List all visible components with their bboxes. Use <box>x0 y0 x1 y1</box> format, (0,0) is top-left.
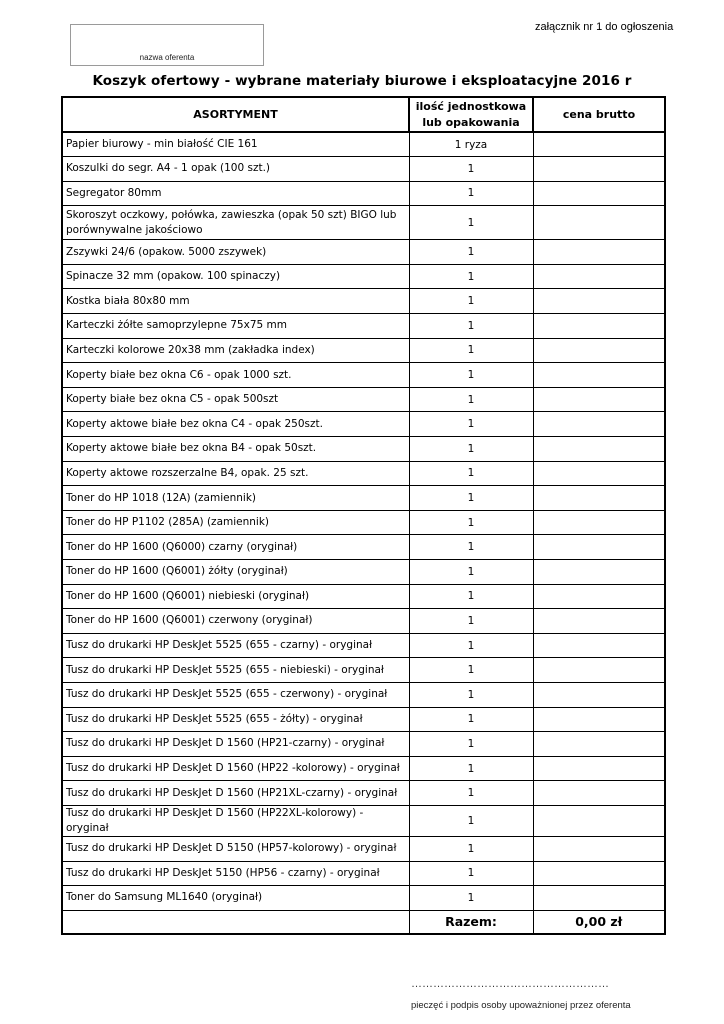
table-header-row <box>62 97 665 132</box>
item-price-cell[interactable] <box>533 560 665 585</box>
item-name-cell: Koperty białe bez okna C5 - opak 500szt <box>62 387 409 412</box>
table-row <box>62 132 665 157</box>
item-price-cell[interactable] <box>533 658 665 683</box>
item-name-cell: Tusz do drukarki HP DeskJet D 1560 (HP22XL-kolorowy) - oryginał <box>62 805 409 836</box>
table-row <box>62 363 665 388</box>
item-quantity-cell: 1 <box>409 609 533 634</box>
table-row <box>62 461 665 486</box>
item-quantity-cell: 1 <box>409 412 533 437</box>
item-price-cell[interactable] <box>533 338 665 363</box>
item-price-cell[interactable] <box>533 836 665 861</box>
item-name-cell: Koperty aktowe białe bez okna B4 - opak 50szt. <box>62 437 409 462</box>
item-name-cell: Tusz do drukarki HP DeskJet 5525 (655 - czarny) - oryginał <box>62 633 409 658</box>
item-quantity-cell: 1 <box>409 181 533 206</box>
table-row <box>62 181 665 206</box>
item-quantity-cell: 1 <box>409 157 533 182</box>
item-quantity-cell: 1 <box>409 584 533 609</box>
item-quantity-cell: 1 <box>409 510 533 535</box>
item-quantity-cell: 1 <box>409 805 533 836</box>
item-name-cell: Koszulki do segr. A4 - 1 opak (100 szt.) <box>62 157 409 182</box>
table-row <box>62 682 665 707</box>
item-name-cell: Toner do HP 1600 (Q6001) niebieski (oryginał) <box>62 584 409 609</box>
item-quantity-cell: 1 <box>409 560 533 585</box>
item-quantity-cell: 1 <box>409 363 533 388</box>
item-price-cell[interactable] <box>533 132 665 157</box>
table-row <box>62 781 665 806</box>
table-body <box>62 132 665 934</box>
table-row <box>62 412 665 437</box>
item-name-cell: Toner do HP P1102 (285A) (zamiennik) <box>62 510 409 535</box>
item-price-cell[interactable] <box>533 535 665 560</box>
column-header-price: cena brutto <box>533 97 665 132</box>
signature-caption: pieczęć i podpis osoby upoważnionej przez oferenta <box>411 1000 631 1011</box>
item-name-cell: Tusz do drukarki HP DeskJet 5150 (HP56 - czarny) - oryginał <box>62 861 409 886</box>
item-quantity-cell: 1 <box>409 264 533 289</box>
table-row <box>62 732 665 757</box>
item-price-cell[interactable] <box>533 707 665 732</box>
item-name-cell: Tusz do drukarki HP DeskJet D 1560 (HP22 -kolorowy) - oryginał <box>62 756 409 781</box>
item-quantity-cell: 1 <box>409 781 533 806</box>
item-name-cell: Tusz do drukarki HP DeskJet 5525 (655 - czerwony) - oryginał <box>62 682 409 707</box>
table-row <box>62 756 665 781</box>
item-name-cell: Segregator 80mm <box>62 181 409 206</box>
item-quantity-cell: 1 <box>409 732 533 757</box>
signature-line: ……………………………………………… <box>411 978 609 990</box>
total-label: Razem: <box>409 910 533 934</box>
item-price-cell[interactable] <box>533 289 665 314</box>
item-price-cell[interactable] <box>533 756 665 781</box>
table-row <box>62 535 665 560</box>
item-name-cell: Koperty białe bez okna C6 - opak 1000 szt. <box>62 363 409 388</box>
table-row <box>62 387 665 412</box>
table-row <box>62 560 665 585</box>
item-price-cell[interactable] <box>533 861 665 886</box>
item-name-cell: Tusz do drukarki HP DeskJet D 1560 (HP21XL-czarny) - oryginał <box>62 781 409 806</box>
item-quantity-cell: 1 <box>409 206 533 240</box>
item-price-cell[interactable] <box>533 412 665 437</box>
table-row <box>62 206 665 240</box>
item-name-cell: Tusz do drukarki HP DeskJet 5525 (655 - żółty) - oryginał <box>62 707 409 732</box>
offer-table <box>61 96 666 935</box>
item-quantity-cell: 1 <box>409 861 533 886</box>
item-name-cell: Toner do HP 1600 (Q6000) czarny (oryginał) <box>62 535 409 560</box>
item-name-cell: Toner do HP 1018 (12A) (zamiennik) <box>62 486 409 511</box>
item-name-cell: Kostka biała 80x80 mm <box>62 289 409 314</box>
item-price-cell[interactable] <box>533 314 665 339</box>
item-price-cell[interactable] <box>533 240 665 265</box>
item-name-cell: Tusz do drukarki HP DeskJet D 1560 (HP21-czarny) - oryginał <box>62 732 409 757</box>
table-row <box>62 264 665 289</box>
item-name-cell: Koperty aktowe rozszerzalne B4, opak. 25 szt. <box>62 461 409 486</box>
item-name-cell: Toner do Samsung ML1640 (oryginał) <box>62 886 409 911</box>
item-price-cell[interactable] <box>533 805 665 836</box>
item-price-cell[interactable] <box>533 633 665 658</box>
item-price-cell[interactable] <box>533 437 665 462</box>
bidder-name-box <box>70 24 264 66</box>
table-row <box>62 157 665 182</box>
item-price-cell[interactable] <box>533 264 665 289</box>
bidder-name-label: nazwa oferenta <box>139 53 195 62</box>
item-quantity-cell: 1 <box>409 633 533 658</box>
table-row <box>62 836 665 861</box>
item-price-cell[interactable] <box>533 732 665 757</box>
table-row <box>62 633 665 658</box>
attachment-note: załącznik nr 1 do ogłoszenia <box>535 21 674 33</box>
table-row <box>62 861 665 886</box>
item-name-cell: Karteczki żółte samoprzylepne 75x75 mm <box>62 314 409 339</box>
table-row <box>62 437 665 462</box>
column-header-assortment: ASORTYMENT <box>62 97 409 132</box>
table-row <box>62 584 665 609</box>
item-price-cell[interactable] <box>533 181 665 206</box>
item-name-cell: Toner do HP 1600 (Q6001) żółty (oryginał) <box>62 560 409 585</box>
table-row <box>62 707 665 732</box>
total-empty-cell <box>62 910 409 934</box>
item-price-cell[interactable] <box>533 387 665 412</box>
item-price-cell[interactable] <box>533 584 665 609</box>
item-quantity-cell: 1 <box>409 535 533 560</box>
item-name-cell: Zszywki 24/6 (opakow. 5000 zszywek) <box>62 240 409 265</box>
total-row <box>62 910 665 934</box>
item-price-cell[interactable] <box>533 363 665 388</box>
table-row <box>62 338 665 363</box>
item-price-cell[interactable] <box>533 461 665 486</box>
item-price-cell[interactable] <box>533 486 665 511</box>
item-quantity-cell: 1 <box>409 461 533 486</box>
item-quantity-cell: 1 <box>409 289 533 314</box>
item-quantity-cell: 1 <box>409 240 533 265</box>
item-quantity-cell: 1 <box>409 437 533 462</box>
item-price-cell[interactable] <box>533 609 665 634</box>
item-quantity-cell: 1 <box>409 836 533 861</box>
item-name-cell: Koperty aktowe białe bez okna C4 - opak 250szt. <box>62 412 409 437</box>
item-price-cell[interactable] <box>533 781 665 806</box>
item-price-cell[interactable] <box>533 682 665 707</box>
table-row <box>62 486 665 511</box>
item-name-cell: Papier biurowy - min białość CIE 161 <box>62 132 409 157</box>
item-price-cell[interactable] <box>533 886 665 911</box>
item-quantity-cell: 1 <box>409 682 533 707</box>
item-quantity-cell: 1 <box>409 338 533 363</box>
item-quantity-cell: 1 <box>409 707 533 732</box>
item-name-cell: Toner do HP 1600 (Q6001) czerwony (oryginał) <box>62 609 409 634</box>
item-name-cell: Spinacze 32 mm (opakow. 100 spinaczy) <box>62 264 409 289</box>
item-name-cell: Tusz do drukarki HP DeskJet D 5150 (HP57-kolorowy) - oryginał <box>62 836 409 861</box>
item-quantity-cell: 1 <box>409 387 533 412</box>
item-quantity-cell: 1 <box>409 658 533 683</box>
table-row <box>62 510 665 535</box>
item-quantity-cell: 1 <box>409 314 533 339</box>
table-row <box>62 289 665 314</box>
total-value: 0,00 zł <box>533 910 665 934</box>
table-row <box>62 240 665 265</box>
table-row <box>62 805 665 836</box>
item-quantity-cell: 1 <box>409 486 533 511</box>
document-title: Koszyk ofertowy - wybrane materiały biurowe i eksploatacyjne 2016 r <box>92 73 632 89</box>
item-quantity-cell: 1 ryza <box>409 132 533 157</box>
table-row <box>62 886 665 911</box>
column-header-quantity: ilość jednostkowa lub opakowania <box>409 97 533 132</box>
item-price-cell[interactable] <box>533 510 665 535</box>
item-name-cell: Karteczki kolorowe 20x38 mm (zakładka index) <box>62 338 409 363</box>
table-row <box>62 658 665 683</box>
item-quantity-cell: 1 <box>409 756 533 781</box>
item-name-cell: Tusz do drukarki HP DeskJet 5525 (655 - niebieski) - oryginał <box>62 658 409 683</box>
table-row <box>62 609 665 634</box>
item-name-cell: Skoroszyt oczkowy, połówka, zawieszka (opak 50 szt) BIGO lub porównywalne jakościowo <box>62 206 409 240</box>
item-quantity-cell: 1 <box>409 886 533 911</box>
item-price-cell[interactable] <box>533 206 665 240</box>
table-row <box>62 314 665 339</box>
item-price-cell[interactable] <box>533 157 665 182</box>
